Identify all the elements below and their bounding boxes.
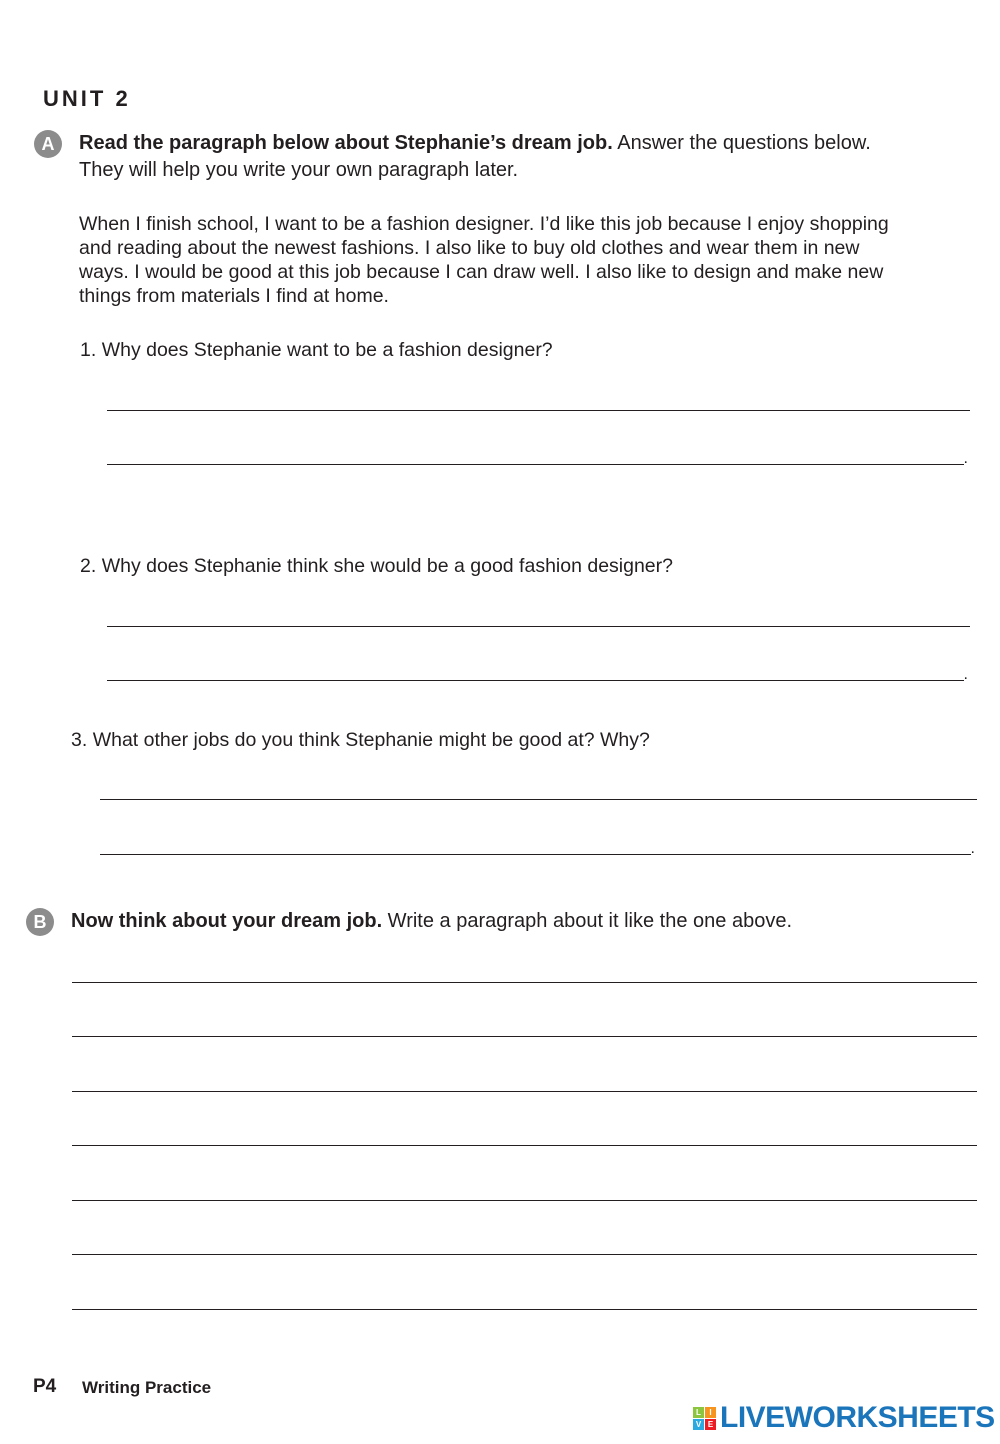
writing-line[interactable] [72,1254,977,1255]
question-number: 2. [80,555,97,577]
section-a-instruction-rest: Answer the questions below. [612,132,871,154]
question-number: 3. [71,729,88,751]
logo-text: LIVEWORKSHEETS [720,1401,995,1434]
logo-tile: V [693,1419,704,1430]
section-a-instruction-line2: They will help you write your own paragraph later. [79,159,519,181]
answer-line-q1-1[interactable] [107,410,970,411]
answer-line-q1-2[interactable] [107,464,964,465]
page-number: P4 [33,1376,57,1397]
question-text: Why does Stephanie think she would be a good fashion designer? [101,555,673,577]
logo-tile: E [705,1419,716,1430]
question-text: Why does Stephanie want to be a fashion designer? [101,339,553,361]
answer-line-q2-2[interactable] [107,680,964,681]
writing-line[interactable] [72,1145,977,1146]
writing-line[interactable] [72,982,977,983]
logo-tile: L [693,1407,704,1418]
paragraph-line: and reading about the newest fashions. I also like to buy old clothes and wear them in new [79,237,860,259]
paragraph-line: ways. I would be good at this job because I can draw well. I also like to design and make new [79,261,884,283]
section-b-instruction-rest: Write a paragraph about it like the one above. [382,910,793,932]
section-b-instruction [71,908,981,935]
section-a-badge: A [34,130,62,158]
question-text: What other jobs do you think Stephanie might be good at? Why? [92,729,650,751]
logo-mark-icon [693,1407,716,1430]
answer-line-q3-2[interactable] [100,854,971,855]
unit-title: UNIT 2 [43,86,131,111]
liveworksheets-logo [693,1401,995,1435]
question-2 [80,555,673,578]
answer-line-q3-1[interactable] [100,799,977,800]
question-1 [80,339,553,362]
footer-label: Writing Practice [82,1378,212,1397]
answer-line-q2-1[interactable] [107,626,970,627]
logo-tile: I [705,1407,716,1418]
question-3 [71,729,650,752]
writing-line[interactable] [72,1200,977,1201]
writing-line[interactable] [72,1309,977,1310]
paragraph-line: When I finish school, I want to be a fashion designer. I’d like this job because I enjoy shopping [79,213,889,235]
paragraph-line: things from materials I find at home. [79,285,389,307]
section-a-instruction-bold: Read the paragraph below about Stephanie’s dream job. [79,132,613,154]
section-b-instruction-bold: Now think about your dream job. [71,910,383,932]
question-number: 1. [80,339,97,361]
section-a-instruction [79,130,979,184]
section-b-badge: B [26,908,54,936]
writing-line[interactable] [72,1036,977,1037]
writing-line[interactable] [72,1091,977,1092]
reading-paragraph [79,212,979,308]
